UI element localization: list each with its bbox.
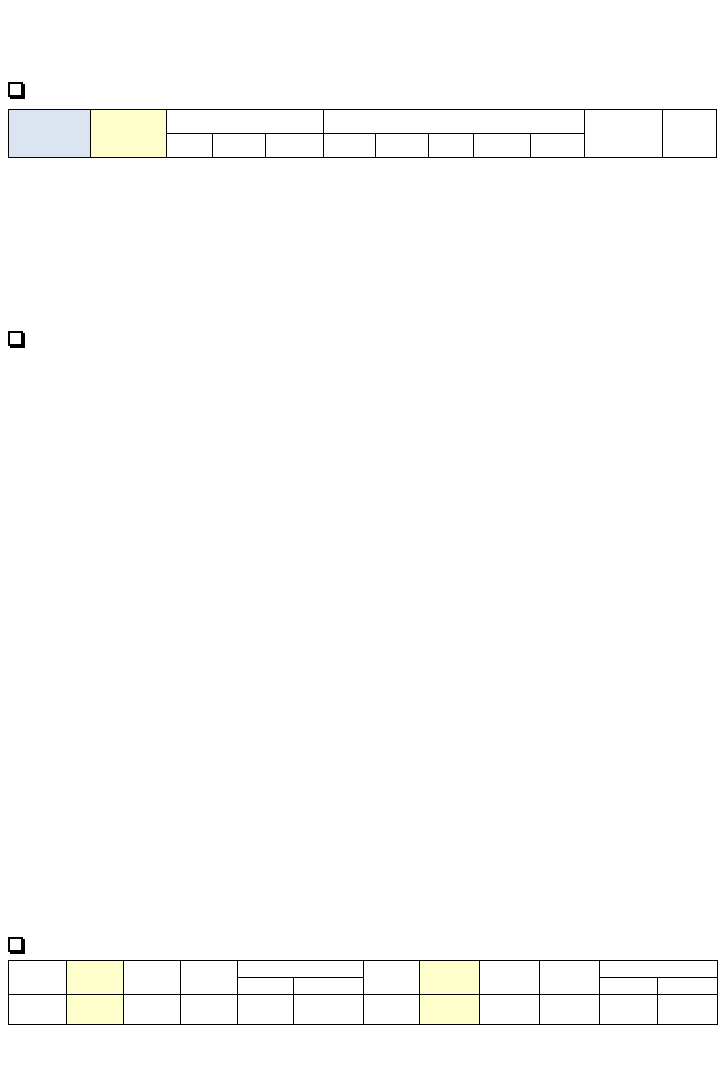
header-2021 — [67, 961, 124, 995]
header-plan — [91, 110, 167, 134]
header-2019 — [540, 961, 600, 995]
header-rate — [663, 110, 717, 134]
sub-header — [265, 134, 324, 158]
sub-header — [530, 134, 584, 158]
header-2021 — [420, 961, 480, 995]
header-ac — [658, 978, 718, 995]
header-total — [585, 110, 663, 134]
sub-header — [167, 134, 213, 158]
section-shipment-heading — [8, 82, 31, 97]
header-total-code — [585, 134, 663, 158]
cumulative-2021 — [67, 995, 124, 1025]
document-title — [0, 16, 725, 50]
january-2021 — [420, 995, 480, 1025]
header-domestic — [167, 110, 324, 134]
sub-header — [375, 134, 428, 158]
cumulative-ab — [238, 995, 294, 1025]
january-ac — [658, 995, 718, 1025]
checkbox-square-icon — [8, 937, 23, 952]
shipment-table — [8, 109, 717, 158]
sub-header — [324, 134, 375, 158]
header-plan-code — [91, 134, 167, 158]
header-compare — [238, 961, 364, 978]
header-ab — [238, 978, 294, 995]
january-ab — [600, 995, 658, 1025]
header-2020 — [124, 961, 181, 995]
yearly-price-table — [8, 960, 718, 1025]
header-ab — [600, 978, 658, 995]
header-year — [9, 110, 91, 158]
sub-header — [213, 134, 265, 158]
cumulative-2020 — [124, 995, 181, 1025]
january-2020 — [480, 995, 540, 1025]
cumulative-ac — [294, 995, 364, 1025]
header-ac — [294, 978, 364, 995]
january-2019 — [540, 995, 600, 1025]
header-2020 — [480, 961, 540, 995]
header-other — [324, 110, 585, 134]
header-compare — [600, 961, 718, 978]
cumulative-label — [9, 995, 67, 1025]
section-yearly-heading — [8, 937, 31, 952]
header-2019 — [181, 961, 238, 995]
checkbox-square-icon — [8, 82, 23, 97]
section-daily-heading — [8, 331, 39, 346]
cumulative-2019 — [181, 995, 238, 1025]
header-gubun — [364, 961, 420, 995]
sub-header — [429, 134, 474, 158]
header-gubun — [9, 961, 67, 995]
january-label — [364, 995, 420, 1025]
checkbox-square-icon — [8, 331, 23, 346]
header-rate-code — [663, 134, 717, 158]
sub-header — [474, 134, 531, 158]
fruit-size-table — [10, 845, 446, 890]
